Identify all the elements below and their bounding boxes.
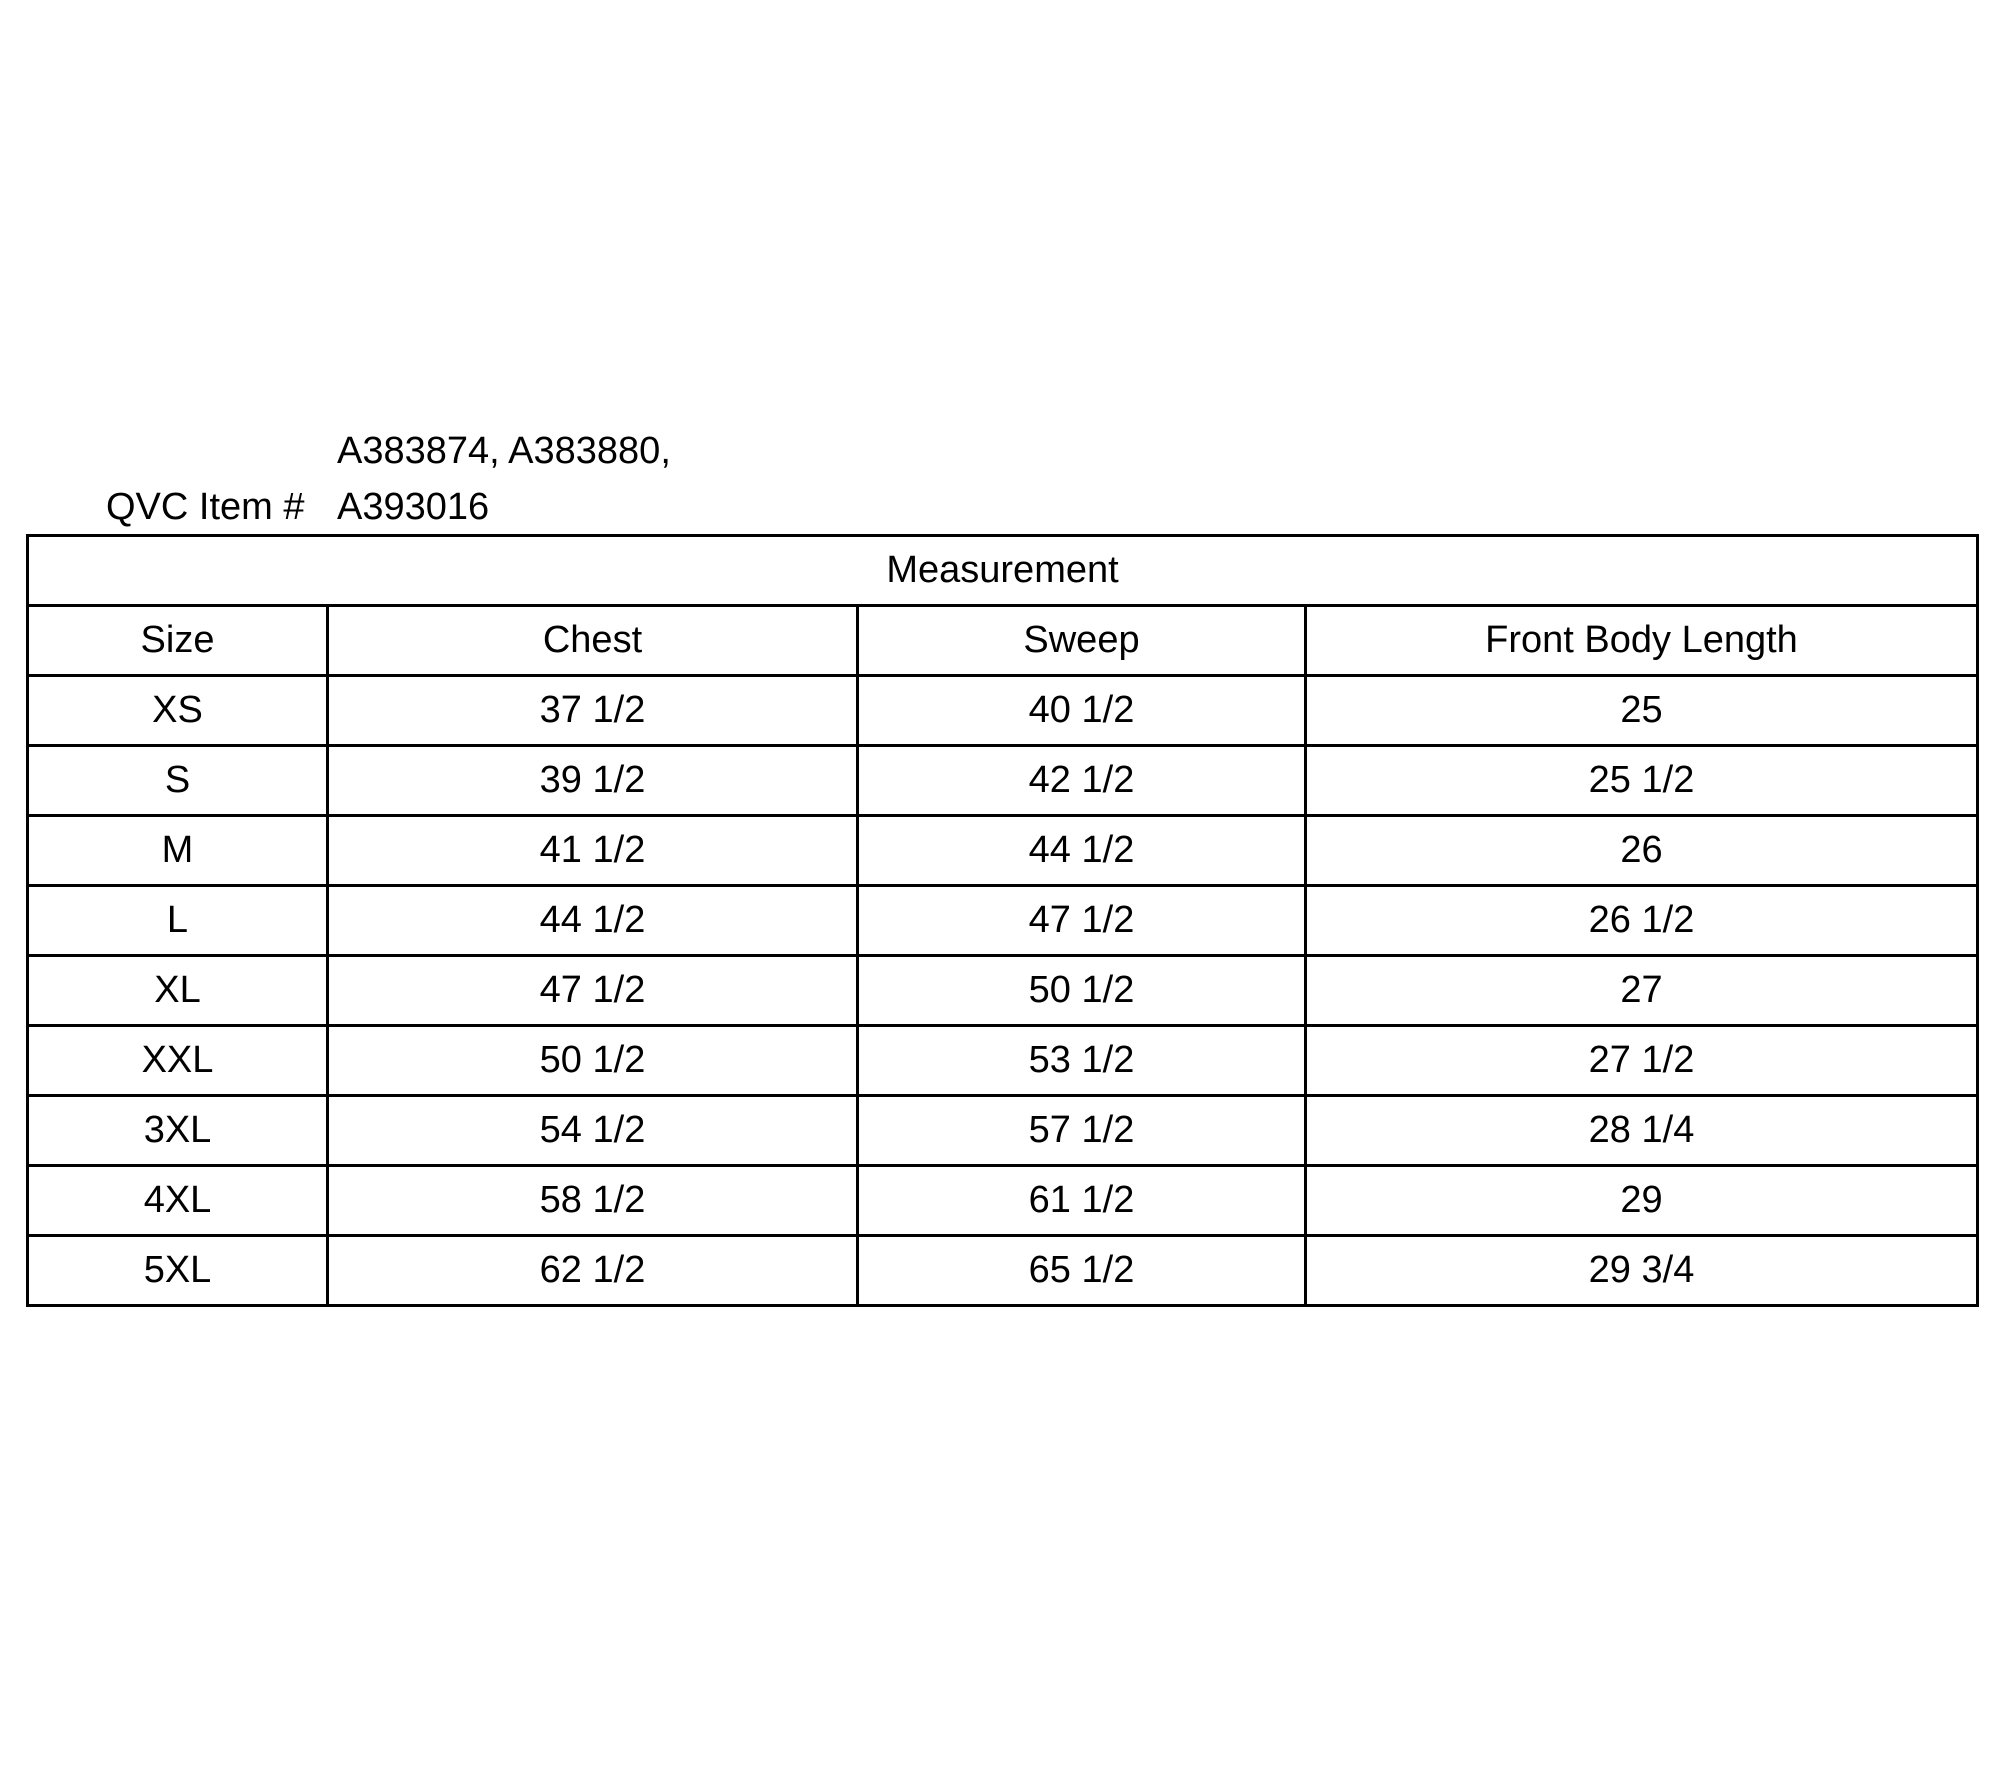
size-cell: L <box>28 886 328 956</box>
measurement-header: Measurement <box>28 536 1978 606</box>
sweep-cell: 57 1/2 <box>858 1096 1306 1166</box>
size-cell: XXL <box>28 1026 328 1096</box>
column-header-sweep: Sweep <box>858 606 1306 676</box>
sweep-cell: 40 1/2 <box>858 676 1306 746</box>
front-body-length-cell: 27 1/2 <box>1306 1026 1978 1096</box>
table-row <box>28 956 1978 1026</box>
item-numbers-line-2: A393016 <box>337 486 490 528</box>
table-row <box>28 1236 1978 1306</box>
table-row <box>28 1096 1978 1166</box>
front-body-length-cell: 26 1/2 <box>1306 886 1978 956</box>
chest-cell: 47 1/2 <box>328 956 858 1026</box>
chest-cell: 39 1/2 <box>328 746 858 816</box>
size-cell: XL <box>28 956 328 1026</box>
size-cell: 5XL <box>28 1236 328 1306</box>
chest-cell: 50 1/2 <box>328 1026 858 1096</box>
size-cell: S <box>28 746 328 816</box>
sweep-cell: 42 1/2 <box>858 746 1306 816</box>
table-row <box>28 886 1978 956</box>
chest-cell: 44 1/2 <box>328 886 858 956</box>
front-body-length-cell: 27 <box>1306 956 1978 1026</box>
front-body-length-cell: 25 <box>1306 676 1978 746</box>
size-cell: M <box>28 816 328 886</box>
size-chart-table <box>26 534 1979 1307</box>
front-body-length-cell: 29 <box>1306 1166 1978 1236</box>
sweep-cell: 65 1/2 <box>858 1236 1306 1306</box>
size-cell: 3XL <box>28 1096 328 1166</box>
table-row <box>28 676 1978 746</box>
table-row <box>28 746 1978 816</box>
column-header-row <box>28 606 1978 676</box>
table-row <box>28 1166 1978 1236</box>
front-body-length-cell: 28 1/4 <box>1306 1096 1978 1166</box>
table-row <box>28 1026 1978 1096</box>
chest-cell: 41 1/2 <box>328 816 858 886</box>
chest-cell: 58 1/2 <box>328 1166 858 1236</box>
chest-cell: 62 1/2 <box>328 1236 858 1306</box>
measurement-header-row <box>28 536 1978 606</box>
column-header-front-body-length: Front Body Length <box>1306 606 1978 676</box>
table-row <box>28 816 1978 886</box>
sweep-cell: 50 1/2 <box>858 956 1306 1026</box>
size-cell: 4XL <box>28 1166 328 1236</box>
front-body-length-cell: 26 <box>1306 816 1978 886</box>
column-header-chest: Chest <box>328 606 858 676</box>
front-body-length-cell: 29 3/4 <box>1306 1236 1978 1306</box>
column-header-size: Size <box>28 606 328 676</box>
sweep-cell: 53 1/2 <box>858 1026 1306 1096</box>
chest-cell: 54 1/2 <box>328 1096 858 1166</box>
sweep-cell: 61 1/2 <box>858 1166 1306 1236</box>
item-number-label: QVC Item # <box>106 486 305 528</box>
sweep-cell: 47 1/2 <box>858 886 1306 956</box>
front-body-length-cell: 25 1/2 <box>1306 746 1978 816</box>
chest-cell: 37 1/2 <box>328 676 858 746</box>
sweep-cell: 44 1/2 <box>858 816 1306 886</box>
item-numbers-line-1: A383874, A383880, <box>337 430 671 472</box>
size-cell: XS <box>28 676 328 746</box>
